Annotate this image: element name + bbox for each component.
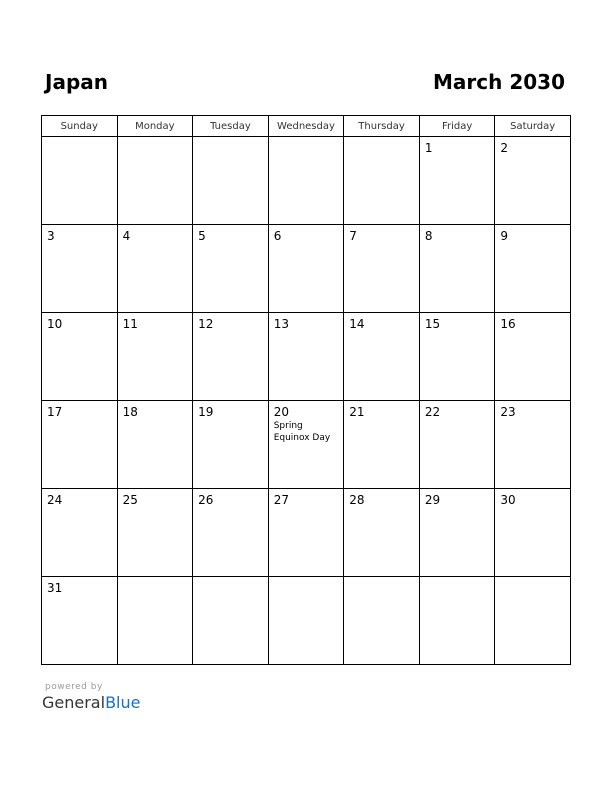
- day-number: 23: [500, 405, 516, 419]
- holiday-label: Spring Equinox Day: [273, 421, 331, 443]
- day-cell: [268, 577, 344, 665]
- week-row: [42, 489, 571, 577]
- calendar-grid: [41, 115, 571, 665]
- country-title: Japan: [45, 70, 108, 94]
- weekday-header: Friday: [419, 116, 495, 137]
- day-number: 5: [198, 229, 206, 243]
- day-number: 2: [500, 141, 509, 155]
- day-cell: [419, 225, 495, 313]
- day-cell: [495, 489, 571, 577]
- day-number: 19: [198, 405, 214, 419]
- week-row: [42, 577, 571, 665]
- day-cell: [193, 313, 269, 401]
- day-number: 21: [349, 405, 365, 419]
- day-number: 16: [500, 317, 516, 331]
- weekday-header: Tuesday: [193, 116, 269, 137]
- day-cell: [344, 489, 420, 577]
- day-cell: [42, 313, 118, 401]
- weekday-header: Monday: [117, 116, 193, 137]
- day-cell: [117, 313, 193, 401]
- day-number: 17: [47, 405, 63, 419]
- day-cell: [419, 489, 495, 577]
- day-number: 9: [500, 229, 509, 243]
- day-number: 15: [424, 317, 441, 331]
- day-cell: [193, 401, 269, 489]
- day-number: 3: [47, 229, 55, 243]
- powered-by-label: powered by: [45, 682, 103, 692]
- day-cell: [419, 401, 495, 489]
- day-cell: [268, 225, 344, 313]
- day-number: 25: [122, 493, 138, 507]
- week-row: [42, 137, 571, 225]
- day-cell: [193, 489, 269, 577]
- day-number: 1: [424, 141, 433, 155]
- day-number: 22: [424, 405, 441, 419]
- day-cell: [117, 401, 193, 489]
- day-cell: [117, 577, 193, 665]
- day-cell: [419, 137, 495, 225]
- day-number: 11: [122, 317, 138, 331]
- day-cell: [268, 401, 344, 489]
- weekday-header: Sunday: [42, 116, 118, 137]
- day-number: 7: [349, 229, 357, 243]
- day-cell: [419, 313, 495, 401]
- day-cell: [495, 577, 571, 665]
- day-cell: [495, 137, 571, 225]
- day-cell: [268, 137, 344, 225]
- day-cell: [344, 401, 420, 489]
- weekday-header-row: [42, 116, 571, 137]
- day-cell: [42, 401, 118, 489]
- day-cell: [268, 489, 344, 577]
- day-cell: [193, 225, 269, 313]
- day-number: 13: [273, 317, 289, 331]
- day-number: 24: [47, 493, 63, 507]
- day-cell: [419, 577, 495, 665]
- brand-general: General: [42, 693, 106, 712]
- week-row: [42, 401, 571, 489]
- day-number: 4: [122, 229, 131, 243]
- day-number: 12: [198, 317, 214, 331]
- day-number: 8: [424, 229, 433, 243]
- day-number: 26: [198, 493, 214, 507]
- day-number: 6: [273, 229, 282, 243]
- day-cell: [42, 577, 118, 665]
- day-cell: [344, 577, 420, 665]
- day-number: 14: [349, 317, 365, 331]
- week-row: [42, 225, 571, 313]
- weekday-header: Thursday: [344, 116, 420, 137]
- day-number: 29: [424, 493, 441, 507]
- day-cell: [42, 225, 118, 313]
- week-row: [42, 313, 571, 401]
- day-number: 20: [273, 405, 289, 419]
- day-cell: [117, 137, 193, 225]
- generalblue-logo: [42, 693, 140, 712]
- day-number: 28: [349, 493, 365, 507]
- day-cell: [42, 489, 118, 577]
- day-number: 18: [122, 405, 138, 419]
- day-cell: [495, 401, 571, 489]
- day-cell: [344, 137, 420, 225]
- day-cell: [268, 313, 344, 401]
- day-number: 30: [500, 493, 516, 507]
- day-cell: [117, 225, 193, 313]
- day-cell: [117, 489, 193, 577]
- month-title: March 2030: [433, 70, 565, 94]
- weekday-header: Wednesday: [268, 116, 344, 137]
- weekday-header: Saturday: [495, 116, 571, 137]
- day-cell: [344, 313, 420, 401]
- day-number: 10: [47, 317, 63, 331]
- day-cell: [42, 137, 118, 225]
- brand-blue: Blue: [105, 693, 141, 712]
- day-number: 31: [47, 581, 63, 595]
- day-cell: [193, 137, 269, 225]
- day-cell: [344, 225, 420, 313]
- day-cell: [495, 313, 571, 401]
- day-number: 27: [273, 493, 289, 507]
- day-cell: [193, 577, 269, 665]
- day-cell: [495, 225, 571, 313]
